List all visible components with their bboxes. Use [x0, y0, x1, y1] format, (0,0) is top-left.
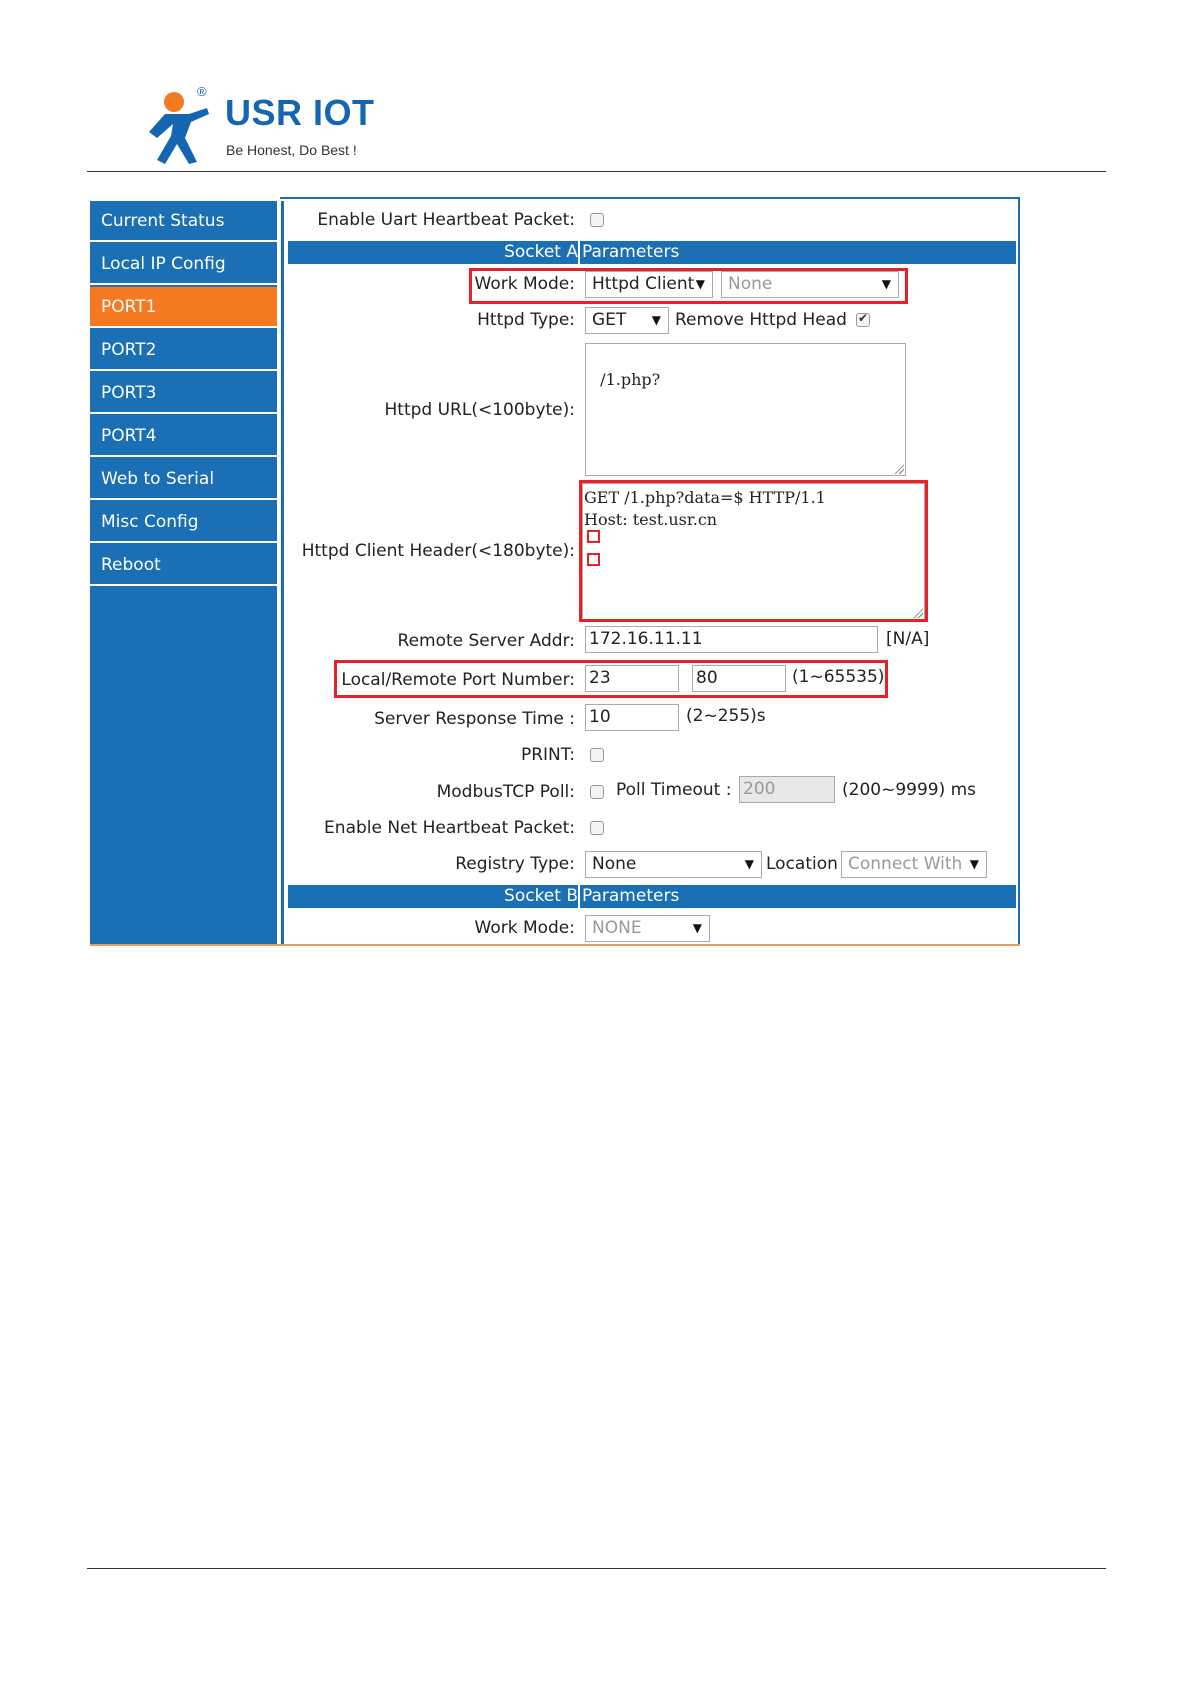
net-heartbeat-label: Enable Net Heartbeat Packet:	[324, 818, 575, 838]
panel-top-border	[280, 197, 1020, 199]
uart-heartbeat-label: Enable Uart Heartbeat Packet:	[317, 210, 575, 230]
socket-a-parameters: Parameters	[582, 242, 680, 262]
highlight-work-mode	[469, 268, 908, 304]
resize-grip-icon[interactable]	[894, 464, 904, 474]
remote-server-status: [N/A]	[886, 629, 930, 649]
httpd-type-select[interactable]: GET ▼	[585, 307, 669, 334]
footer-divider	[87, 1568, 1106, 1569]
registered-mark: ®	[197, 84, 207, 99]
port-range-hint: (1~65535)	[792, 667, 885, 687]
port-number-label: Local/Remote Port Number:	[341, 670, 575, 690]
print-checkbox[interactable]	[590, 748, 604, 762]
location-label: Location	[766, 854, 838, 874]
dropdown-arrow-icon: ▼	[692, 921, 702, 935]
poll-timeout-label: Poll Timeout :	[616, 780, 732, 800]
usr-iot-logo	[145, 84, 385, 172]
remote-port-input[interactable]: 80	[692, 665, 786, 692]
uart-heartbeat-checkbox[interactable]	[590, 213, 604, 227]
modbus-poll-checkbox[interactable]	[590, 785, 604, 799]
remote-server-addr-input[interactable]: 172.16.11.11	[585, 626, 878, 653]
dropdown-arrow-icon: ▼	[695, 277, 705, 291]
work-mode-b-select[interactable]: NONE ▼	[585, 915, 710, 942]
socket-b-header	[288, 885, 1016, 908]
panel-right-border	[1018, 197, 1020, 945]
poll-timeout-input[interactable]: 200	[739, 776, 835, 803]
socket-a-header	[288, 241, 1016, 264]
dropdown-arrow-icon: ▼	[881, 277, 891, 291]
client-header-line-2: Host: test.usr.cn	[584, 510, 718, 529]
sidebar-item-port3[interactable]: PORT3	[90, 373, 277, 414]
response-time-label: Server Response Time :	[374, 709, 575, 729]
dropdown-arrow-icon: ▼	[744, 857, 754, 871]
sidebar-item-port4[interactable]: PORT4	[90, 416, 277, 457]
work-mode-sub-select[interactable]: None ▼	[721, 271, 899, 298]
dropdown-arrow-icon: ▼	[969, 857, 979, 871]
sidebar-item-web-to-serial[interactable]: Web to Serial	[90, 459, 277, 500]
client-header-line-1: GET /1.php?data=$ HTTP/1.1	[584, 488, 826, 507]
socket-b-title: Socket B	[504, 886, 578, 906]
sidebar-item-misc-config[interactable]: Misc Config	[90, 502, 277, 543]
brand-name: USR IOT	[225, 92, 375, 133]
brand-slogan: Be Honest, Do Best !	[226, 142, 357, 158]
dropdown-arrow-icon: ▼	[651, 313, 661, 327]
remove-httpd-head-checkbox[interactable]	[856, 313, 870, 327]
remove-httpd-head-label: Remove Httpd Head	[675, 310, 847, 330]
sidebar-border	[281, 201, 284, 944]
running-person-icon	[145, 88, 217, 168]
work-mode-b-label: Work Mode:	[474, 918, 575, 938]
header-divider	[87, 171, 1106, 172]
httpd-type-label: Httpd Type:	[477, 310, 575, 330]
response-time-range: (2~255)s	[686, 706, 766, 726]
sidebar-item-reboot[interactable]: Reboot	[90, 545, 277, 586]
poll-timeout-range: (200~9999) ms	[842, 780, 977, 800]
registry-type-label: Registry Type:	[455, 854, 575, 874]
work-mode-select[interactable]: Httpd Client ▼	[585, 271, 713, 298]
client-header-label: Httpd Client Header(<180byte):	[301, 541, 575, 561]
location-select[interactable]: Connect With ▼	[841, 851, 987, 878]
socket-a-title: Socket A	[504, 242, 578, 262]
registry-type-select[interactable]: None ▼	[585, 851, 762, 878]
panel-bottom-border	[90, 944, 1020, 946]
httpd-url-textarea[interactable]: /1.php?	[585, 343, 906, 476]
sidebar-nav	[90, 201, 277, 944]
net-heartbeat-checkbox[interactable]	[590, 821, 604, 835]
httpd-url-label: Httpd URL(<100byte):	[384, 400, 575, 420]
sidebar-item-port1[interactable]: PORT1	[90, 287, 277, 328]
sidebar-item-current-status[interactable]: Current Status	[90, 201, 277, 242]
print-label: PRINT:	[520, 745, 575, 765]
local-port-input[interactable]: 23	[585, 665, 679, 692]
work-mode-label: Work Mode:	[474, 274, 575, 294]
highlight-port-number	[334, 660, 888, 698]
socket-b-parameters: Parameters	[582, 886, 680, 906]
response-time-input[interactable]: 10	[585, 704, 679, 731]
modbus-poll-label: ModbusTCP Poll:	[436, 782, 575, 802]
remote-server-addr-label: Remote Server Addr:	[397, 631, 575, 651]
highlight-client-header	[579, 480, 928, 622]
sidebar-item-port2[interactable]: PORT2	[90, 330, 277, 371]
sidebar-item-local-ip-config[interactable]: Local IP Config	[90, 244, 277, 285]
